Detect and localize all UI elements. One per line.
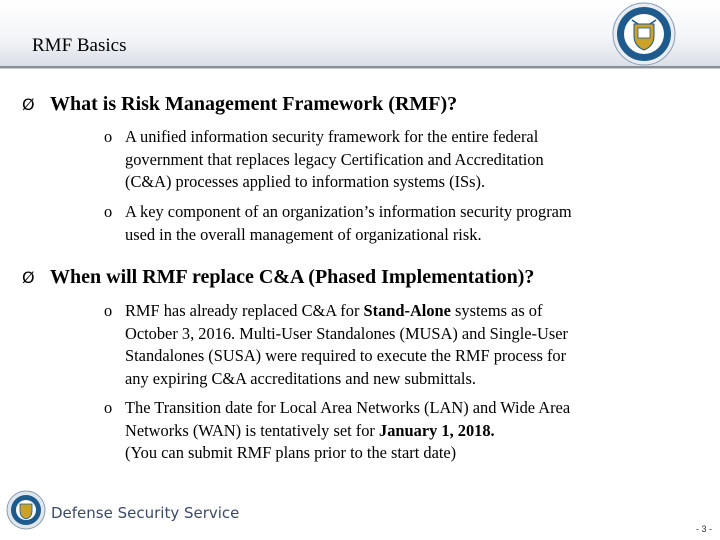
list-item-text: A unified information security framework for the entire federal government that replaces legacy Certification and Accreditation (C&A) processes applied to information systems (ISs). — [125, 127, 544, 191]
circle-bullet-icon: o — [104, 301, 113, 320]
list-item — [104, 397, 684, 465]
arrow-bullet-icon: Ø — [22, 268, 35, 287]
list-item — [104, 300, 684, 390]
emphasis-text: Stand-Alone — [363, 301, 451, 320]
emphasis-text: January 1, 2018. — [379, 420, 495, 440]
header-divider-light — [0, 68, 720, 69]
section-heading: What is Risk Management Framework (RMF)? — [50, 93, 458, 115]
circle-bullet-icon: o — [104, 202, 113, 221]
list-item-text: The Transition date for Local Area Networks (LAN) and Wide Area Networks (WAN) is tentatively set for January 1, 2018. (You can submit RMF plans prior to the start date) — [125, 398, 571, 462]
list-item — [104, 201, 684, 246]
section-heading-row — [22, 93, 457, 116]
agency-seal-icon — [612, 2, 676, 66]
arrow-bullet-icon: Ø — [22, 95, 35, 114]
list-item-text: A key component of an organization’s information security program used in the overall management of organizational risk. — [125, 202, 572, 244]
list-item — [104, 126, 684, 194]
list-item-text: RMF has already replaced C&A for Stand-Alone systems as of October 3, 2016. Multi-User Standalones (MUSA) and Single-User Standalones (SUSA) were required to execute the RMF process for any expiring C&A accreditations and new submittals. — [125, 301, 568, 388]
circle-bullet-icon: o — [104, 398, 113, 417]
circle-bullet-icon: o — [104, 127, 113, 146]
page-number: - 3 - — [695, 524, 712, 534]
footer-org-name: Defense Security Service — [51, 504, 240, 522]
section-heading-row — [22, 266, 534, 289]
section-heading: When will RMF replace C&A (Phased Implementation)? — [50, 266, 535, 288]
dss-logo-icon — [6, 490, 46, 530]
slide-title: RMF Basics — [32, 35, 127, 56]
